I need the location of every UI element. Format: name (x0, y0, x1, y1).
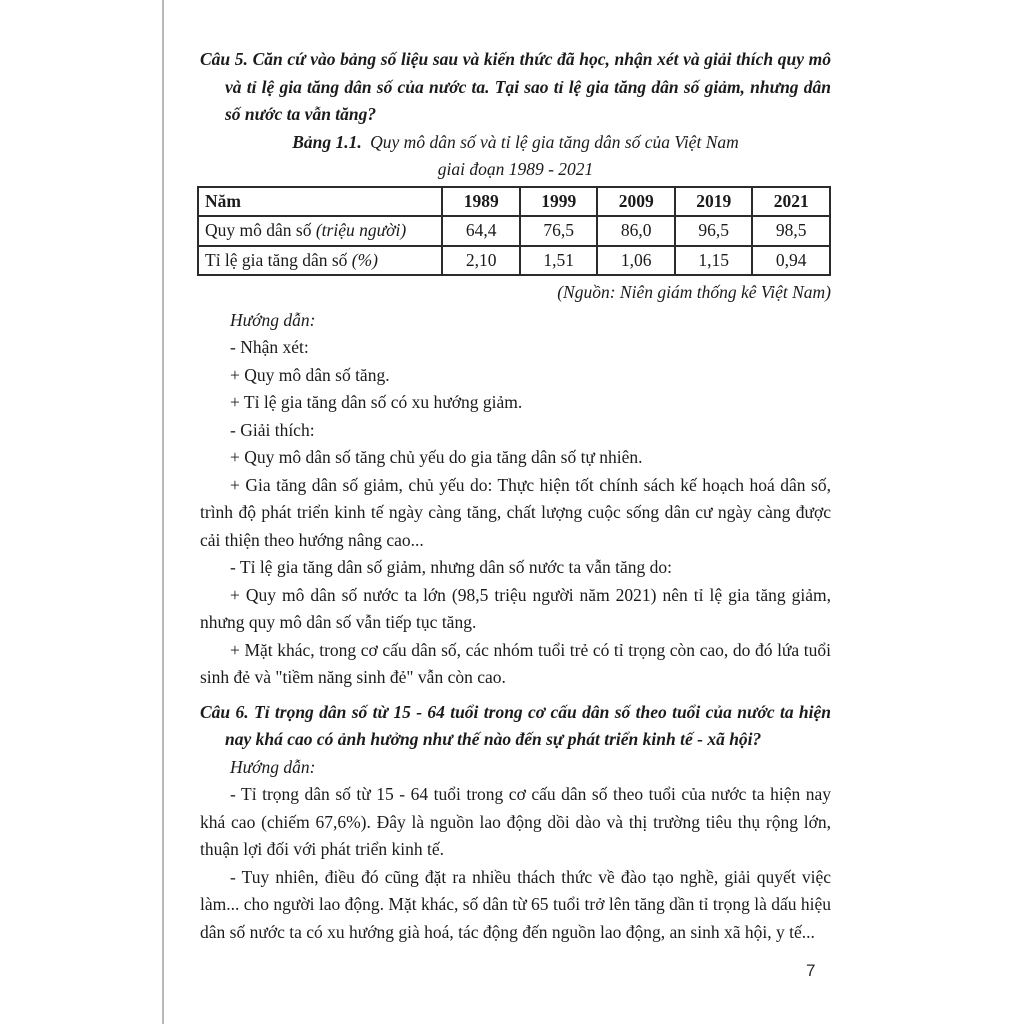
guidance-heading: Hướng dẫn: (230, 756, 316, 777)
table-title-label: Bảng 1.1. (292, 131, 362, 152)
page-edge-line (162, 0, 164, 1024)
table-subtitle: giai đoạn 1989 - 2021 (437, 158, 594, 179)
table-row (198, 216, 830, 246)
table-header-cell: 1999 (520, 187, 598, 217)
table-header-cell: 2021 (752, 187, 830, 217)
row-label-note: (%) (351, 249, 379, 270)
table-cell: 64,4 (442, 216, 520, 246)
table-header-row (198, 187, 830, 217)
table-row-label (198, 216, 442, 246)
table-cell: 86,0 (597, 216, 675, 246)
question-5-text: Căn cứ vào bảng số liệu sau và kiến thức đã học, nhận xét và giải thích quy mô và tỉ lệ gia tăng dân số của nước ta. Tại sao tỉ lệ gia tăng dân số giảm, nhưng dân số nước ta vẫn tăng? (225, 49, 831, 124)
table-header-cell: Năm (198, 187, 442, 217)
table-cell: 0,94 (752, 246, 830, 276)
guidance-item: + Mặt khác, trong cơ cấu dân số, các nhóm tuổi trẻ có tỉ trọng còn cao, do đó lứa tuổi sinh đẻ và "tiềm năng sinh đẻ" vẫn còn cao. (200, 639, 831, 687)
document-body (200, 46, 831, 946)
guidance-item: - Tỉ trọng dân số từ 15 - 64 tuổi trong cơ cấu dân số theo tuổi của nước ta hiện nay khá cao (chiếm 67,6%). Đây là nguồn lao động dồi dào và thị trường tiêu thụ rộng lớn, thuận lợi đối với phát triển kinh tế. (200, 784, 831, 859)
guidance-item: + Quy mô dân số nước ta lớn (98,5 triệu người năm 2021) nên tỉ lệ gia tăng giảm, nhưng quy mô dân số vẫn tiếp tục tăng. (200, 584, 831, 632)
table-cell: 1,15 (675, 246, 753, 276)
question-6-label: Câu 6. (200, 701, 249, 722)
row-label-text: Tỉ lệ gia tăng dân số (205, 249, 348, 270)
table-cell: 96,5 (675, 216, 753, 246)
table-header-cell: 2019 (675, 187, 753, 217)
table-cell: 1,51 (520, 246, 598, 276)
guidance-item: + Quy mô dân số tăng chủ yếu do gia tăng dân số tự nhiên. (230, 447, 643, 467)
question-5-label: Câu 5. (200, 49, 248, 69)
guidance-item: + Tỉ lệ gia tăng dân số có xu hướng giảm. (230, 392, 523, 412)
table-header-cell: 1989 (442, 187, 520, 217)
table-row-label (198, 246, 442, 276)
guidance-item: - Tuy nhiên, điều đó cũng đặt ra nhiều thách thức về đào tạo nghề, giải quyết việc làm... cho người lao động. Mặt khác, số dân từ 65 tuổi trở lên tăng dần tỉ trọng là dấu hiệu dân số nước ta có xu hướng già hoá, tác động đến nguồn lao động, an sinh xã hội, y tế... (200, 866, 831, 942)
guidance-item: + Gia tăng dân số giảm, chủ yếu do: Thực hiện tốt chính sách kế hoạch hoá dân số, trình độ phát triển kinh tế ngày càng tăng, chất lượng cuộc sống dân cư ngày càng được cải thiện theo hướng nâng cao... (200, 474, 831, 550)
guidance-item: - Nhận xét: (230, 337, 309, 357)
guidance-heading: Hướng dẫn: (230, 309, 316, 330)
question-5 (200, 46, 831, 129)
table-cell: 98,5 (752, 216, 830, 246)
guidance-item: - Giải thích: (230, 419, 315, 440)
table-cell: 2,10 (442, 246, 520, 276)
table-header-cell: 2009 (597, 187, 675, 217)
question-6-text: Tỉ trọng dân số từ 15 - 64 tuổi trong cơ cấu dân số theo tuổi của nước ta hiện nay khá cao có ảnh hưởng như thế nào đến sự phát triển kinh tế - xã hội? (225, 701, 832, 749)
table-row (198, 246, 830, 276)
guidance-item: + Quy mô dân số tăng. (230, 364, 390, 385)
page-number: 7 (806, 961, 816, 980)
table-source: (Nguồn: Niên giám thống kê Việt Nam) (557, 282, 831, 302)
population-table (197, 186, 831, 277)
guidance-item: - Tỉ lệ gia tăng dân số giảm, nhưng dân số nước ta vẫn tăng do: (230, 557, 672, 577)
row-label-note: (triệu người) (315, 220, 407, 240)
table-cell: 1,06 (597, 246, 675, 276)
row-label-text: Quy mô dân số (205, 220, 312, 240)
table-cell: 76,5 (520, 216, 598, 246)
table-title (200, 129, 831, 156)
table-title-text: Quy mô dân số và tỉ lệ gia tăng dân số của Việt Nam (370, 131, 739, 152)
question-6 (200, 699, 831, 754)
